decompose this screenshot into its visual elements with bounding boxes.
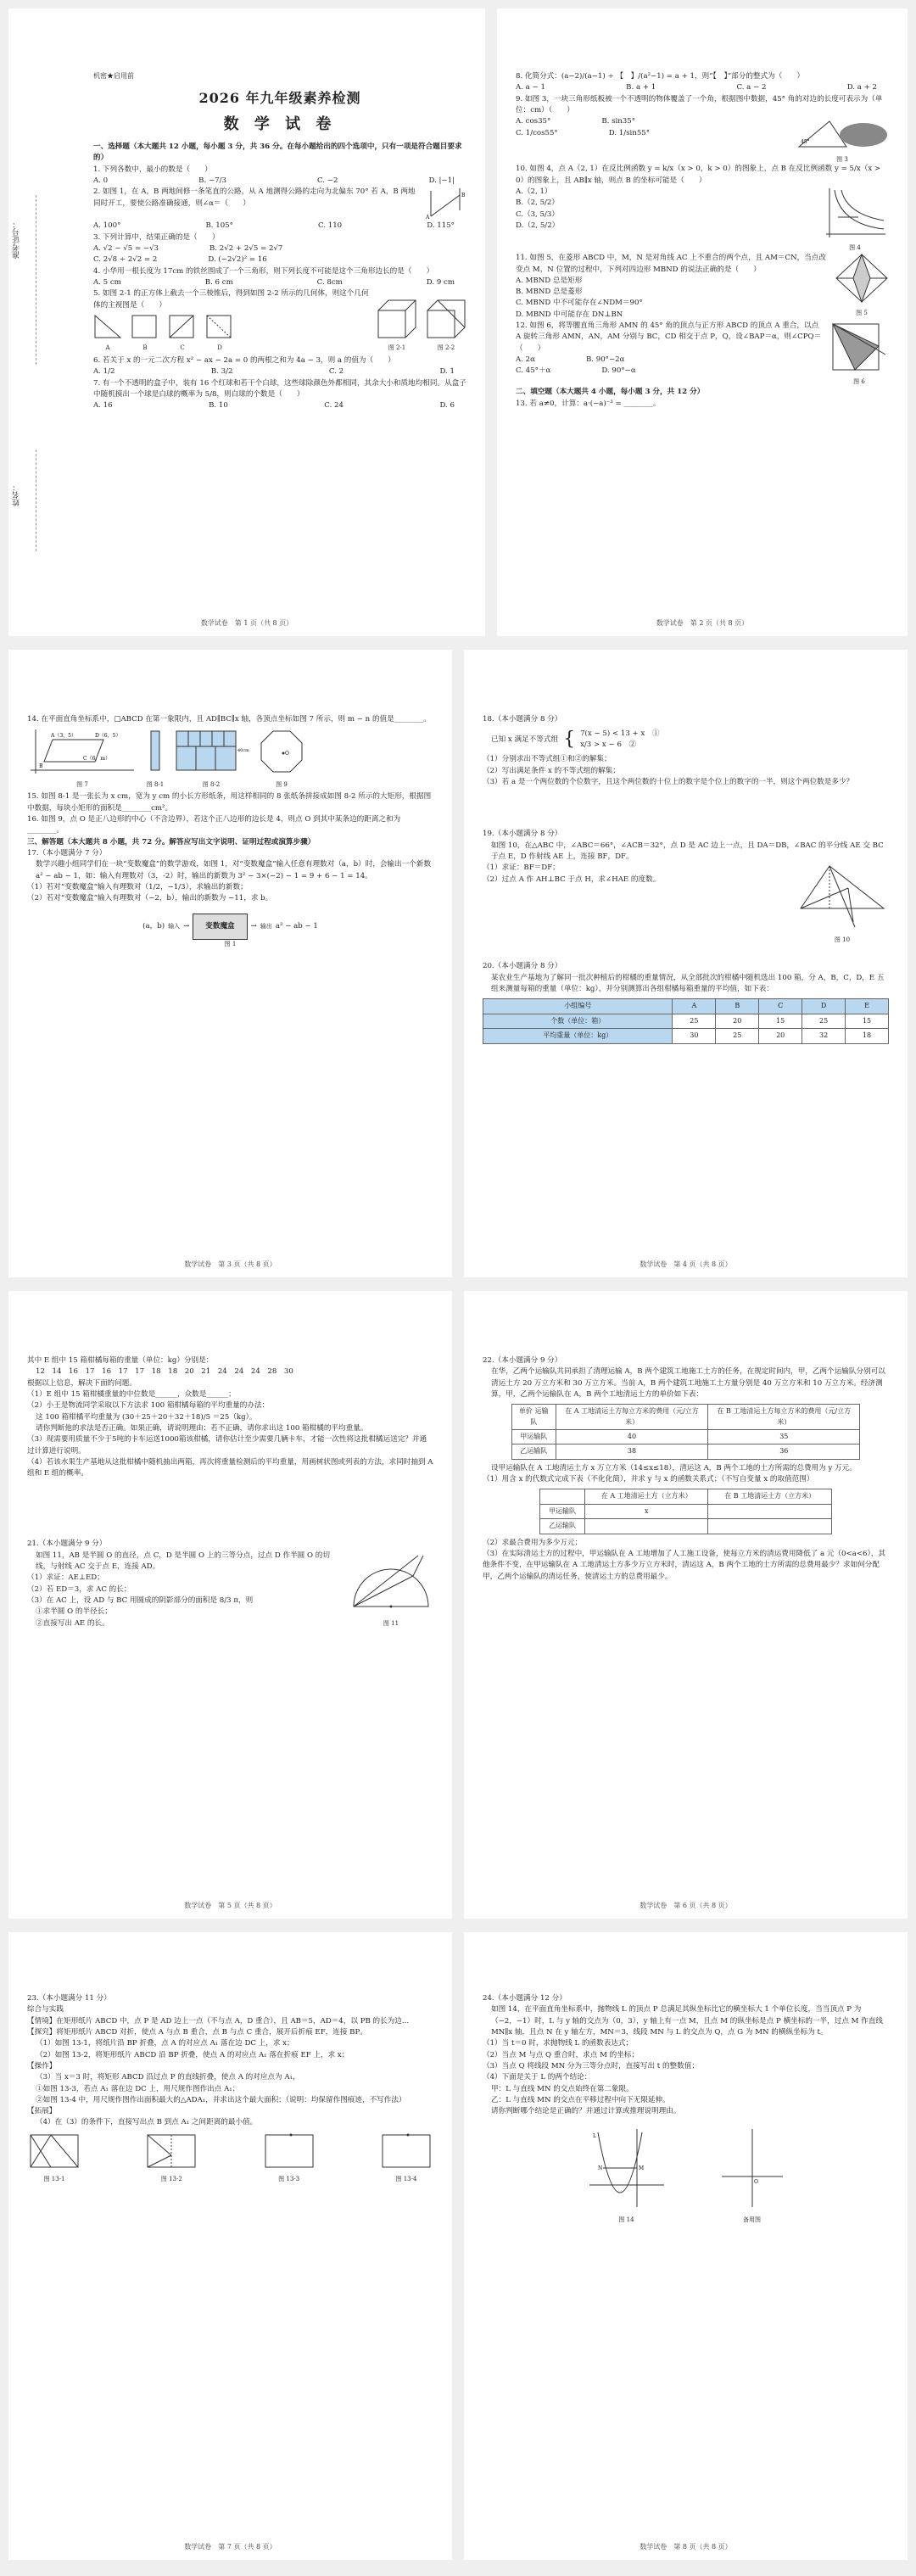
q11-option: C. MBND 中不可能存在∠NDM＝90° (516, 299, 643, 308)
brace-icon: { (563, 729, 576, 751)
table-row (511, 1444, 860, 1459)
e-group-weights: 12 14 16 17 16 17 17 18 18 20 21 24 24 24 28 30 (36, 1367, 293, 1377)
q21-part-3-1: ①求半圆 O 的半径长； (36, 1607, 112, 1617)
page-row-1 (8, 8, 908, 636)
q11-option: B. MBND 总是菱形 (516, 288, 583, 297)
q10-option: B.（2, 5/2） (516, 198, 559, 208)
table-cell: x (585, 1504, 708, 1518)
q1: 1. 下列各数中，最小的数是（ ） (93, 165, 212, 174)
fig13-2-rect (144, 2132, 198, 2171)
fig7-parallelogram (27, 728, 137, 775)
q22-text: 在华，乙两个运输队共同承担了清理运输 A，B 两个建筑工地施工土方的任务，在规定时间内，甲，乙两个运输队分别可以清运土方 20 万立方米和 30 万立方米。当前 A，B 两个建筑工地施工土方量分别是 40 万立方米和 10 万立方米。经济测算，甲，乙两个运输队在 A，B 两个工地清运土方的单价如下表： (491, 1367, 885, 1399)
table-row (511, 1430, 860, 1444)
table-cell: 甲运输队 (540, 1504, 585, 1518)
q5-figures (377, 291, 466, 353)
inequality-1: 7(x − 5) < 13 + x ① (580, 729, 660, 739)
q23-extend: 【拓展】 (27, 2107, 57, 2116)
q14: 14. 在平面直角坐标系中，□ABCD 在第一象限内，且 AD∥BC∥x 轴，各顶点坐标如图 7 所示，则 m − n 的值是________。 (27, 715, 431, 724)
figure-caption: 图 8-1 (146, 780, 165, 788)
fig1-compass-diagram (424, 187, 466, 221)
fig3-covered-triangle (796, 116, 889, 150)
table-cell: 36 (708, 1444, 860, 1459)
q24-text: 如图 14，在平面直角坐标系中，抛物线 L 的顶点 P 总满足其纵坐标比它的横坐标大 1 个单位长度，当当顶点 P 为（−2，−1）时，L 与 y 轴的交点为（0，3），y 轴上有一点 M，且点 M 的纵坐标是点 P 横坐标的一半，过点 M 作直线 MN∥x 轴，且点 N 在 y 轴左方，MN＝3，线段 MN 与 L 的交点为 Q，点 G 为 MN 的横纵坐标为 t。 (491, 2005, 883, 2037)
magic-box: 变数魔盒 (193, 914, 247, 940)
q4-option: B. 6 cm (204, 277, 233, 287)
q20-part-3: （3）现需要用质量不少于5吨的卡车运送1000箱该柑橘，请你估计至少需要几辆卡车，才能一次性将这批柑橘运送完？并通过计算进行说明。 (27, 1435, 427, 1456)
q23-context: 【情境】在矩形纸片 ABCD 中，点 P 是 AD 边上一点（不与点 A，D 重合），且 AB＝5，AD＝4，以 PB 的长为边... (27, 2016, 410, 2026)
table-cell (585, 1519, 708, 1534)
q11-option: A. MBND 总是矩形 (516, 276, 583, 285)
box-output-expression: a² − ab − 1 (275, 921, 318, 930)
q8-option: A. a − 1 (516, 83, 545, 92)
figure-caption: 图 6 (853, 378, 865, 386)
q12-option: A. 2α (516, 355, 535, 364)
q7: 7. 有一个不透明的盒子中，装有 16 个红球和若干个白球，这些球除颜色外都相同，其余大小和质地均相同。从盒子中随机摸出一个球是白球的概率为 5/8，则白球的个数是（ ） (93, 378, 466, 399)
figure-caption: 图 13-1 (43, 2176, 65, 2183)
view-label: C (180, 344, 185, 352)
svg-text:A: A (426, 215, 430, 221)
svg-text:40cm: 40cm (237, 748, 249, 754)
table-row (540, 1504, 832, 1518)
exam-page-6 (464, 1291, 908, 1919)
q3: 3. 下列计算中，结果正确的是（ ） (93, 232, 220, 242)
fig13-4-rect (379, 2132, 433, 2171)
q20: 20.（本小题满分 8 分） (483, 962, 562, 971)
q18: 18.（本小题满分 8 分） (483, 715, 562, 724)
q23-part-3-2: ②如图 13-4 中，用尺规作图作出面积最大的△ADA₁，并求出这个最大面积；（说明：均保留作图痕迹，不写作法） (36, 2095, 406, 2104)
q1-options (93, 176, 466, 187)
q23-part-1: （1）如图 13-1，将纸片沿 BP 折叠，点 A 的对应点 A₁ 落在边 DC 上，求 x； (36, 2039, 294, 2048)
q16: 16. 如图 9，点 O 是正八边形的中心（不含边界），若这个正八边形的边长是 4，则点 O 到其中某条边的距离之和为________。 (27, 815, 401, 835)
q2-options (93, 221, 466, 232)
q20-part-2-text: 请你判断他的求法是否正确。如果正确，请说明理由；若不正确，请你求出这 100 箱柑橘的平均重量。 (36, 1423, 368, 1433)
figure-caption: 图 2-2 (437, 344, 455, 352)
q11-option: D. MBND 中可能存在 DN⊥BN (516, 310, 623, 319)
q4-option: D. 9 cm (426, 277, 455, 287)
q2-option: C. 110 (318, 221, 343, 231)
q2: 2. 如图 1，在 A，B 两地间修一条笔直的公路，从 A 地测得公路的走向为北偏东 70° 若 A，B 两地同时开工，要使公路准确接通，则∠α＝（ ） (93, 187, 416, 208)
q17: 17.（本小题满分 7 分） (27, 849, 107, 858)
view-label: B (142, 344, 148, 352)
q22-part-2: （2）求最合费用为多少万元； (483, 1538, 583, 1547)
name-label: 姓名： (13, 483, 21, 506)
q7-option: C. 24 (324, 401, 344, 411)
table-header: 小组编号 (483, 999, 673, 1014)
q3-options-2 (93, 254, 466, 265)
q7-option: D. 6 (439, 401, 455, 411)
q23-heading: 综合与实践 (27, 2005, 64, 2014)
q21-part-2: （2）若 ED＝3，求 AC 的长； (27, 1584, 131, 1594)
table-cell: 18 (846, 1029, 889, 1043)
table-header: 在 A 工地清运土方每立方米的费用（元/立方米） (556, 1405, 707, 1430)
q10-option: A.（2, 1） (516, 187, 552, 197)
q23-operate: 【操作】 (27, 2061, 57, 2070)
q6-options (93, 366, 466, 377)
q7-options (93, 400, 466, 411)
svg-text:B: B (39, 763, 43, 770)
box-output-label: 输出 (260, 922, 272, 930)
table-header-row (540, 1489, 832, 1504)
q17-part-1: （1）若对“变数魔盒”输入有理数对（1/2，−1/3），求输出的新数； (27, 882, 248, 891)
view-label: A (105, 344, 110, 352)
q21-part-3-2: ②直接写出 AE 的长。 (36, 1618, 109, 1628)
svg-text:C（6，m）: C（6，m） (83, 756, 111, 763)
q10-option: D.（2, 5/2） (516, 221, 560, 230)
q1-option: A. 0 (93, 176, 109, 186)
q8: 8. 化简分式：(a−2)/(a−1) ÷ 【 】/(a²−1) = a + 1，则“【 】”部分的整式为（ ） (516, 72, 805, 81)
arrow-right-icon: → (250, 921, 257, 930)
q9-options-1 (516, 116, 796, 127)
figure-caption: 图 2-1 (388, 344, 406, 352)
view-d-square-dashed (205, 314, 234, 339)
q4-options (93, 277, 466, 288)
svg-text:L: L (592, 2133, 596, 2140)
q19: 19.（本小题满分 8 分） (483, 830, 562, 839)
figure-caption: 图 9 (276, 780, 288, 788)
q2-option: A. 100° (93, 221, 121, 231)
q21: 21.（本小题满分 9 分） (27, 1539, 107, 1549)
fig13-series (27, 2132, 433, 2184)
fig14-parabola-graph (586, 2126, 667, 2210)
q17-part-2: （2）若对“变数魔盒”输入有理数对（−2，b），输出的新数为 −11，求 b。 (27, 894, 273, 903)
q15: 15. 如图 8-1 是一张长为 x cm，宽为 y cm 的小长方形纸条，用这样相同的 8 张纸条拼接成如图 8-2 所示的大矩形，根据图中数据，每块小矩形的面积是________cm²。 (27, 792, 432, 813)
q23: 23.（本小题满分 11 分） (27, 1994, 111, 2003)
table-header: D (802, 999, 846, 1014)
system-label: 已知 x 满足不等式组 (491, 735, 559, 744)
page-footer: 数学试卷 第 8 页（共 8 页） (640, 2542, 732, 2551)
q5-view-options (93, 314, 370, 353)
q24-part-3: （3）当点 Q 将线段 MN 分为三等分点时，直接写出 t 的整数值； (483, 2061, 699, 2070)
table-cell: 个数（单位：箱） (483, 1014, 673, 1028)
q6-option: B. 3/2 (210, 367, 233, 377)
q19-text: 如图 10，在△ABC 中，∠ABC＝66°，∠ACB＝32°，点 D 是 AC 边上一点，且 DA＝DB，∠BAC 的平分线 AE 交 BC 于点 E，D 作射线 AE 上，连接 BF，DF。 (491, 841, 884, 861)
q6-option: C. 2 (328, 367, 344, 377)
q9-option: A. cos35° (516, 117, 551, 126)
q23-part-3-1: ①如图 13-3，若点 A₁ 落在边 DC 上，用尺规作图作出点 A₁； (36, 2084, 240, 2093)
exam-title: 2026 年九年级素养检测 (198, 90, 361, 107)
fig6-square-triangle (829, 321, 889, 373)
svg-text:M: M (638, 2165, 644, 2172)
table-cell: 38 (556, 1444, 707, 1459)
figure-caption: 图 11 (383, 1620, 399, 1628)
table-cell: 甲运输队 (511, 1430, 556, 1444)
q19-part-1: （1）求证：BF＝DF； (483, 863, 560, 873)
exam-page-8 (464, 1932, 908, 2560)
q18-part-2: （2）写出满足条件 x 的不等式组的解集； (483, 766, 620, 775)
q11: 11. 如图 5，在菱形 ABCD 中，M，N 是对角线 AC 上不重合的两个点，且 AM＝CN，当点改变点 M，N 位置的过程中，下列对四边形 MBND 的说法正确的是（ ） (516, 254, 826, 274)
q12-options-1 (516, 355, 824, 366)
q22-setup: 设甲运输队在 A 工地清运土方 x 万立方米（14≤x≤18），清运这 A，B 两个工地的土方所需的总费用为 y 万元。 (491, 1463, 857, 1472)
figure-caption: 图 4 (849, 244, 861, 252)
q3-option: C. 2√8 ÷ 2√2 = 2 (93, 255, 158, 265)
table-cell: 20 (716, 1014, 759, 1028)
e-group-intro: 其中 E 组中 15 箱柑橘每箱的重量（单位：kg）分别是： (27, 1356, 214, 1365)
section-1-heading: 一、选择题（本大题共 12 小题，每小题 3 分，共 36 分。在每小题给出的四个选项中，只有一项是符合题目要求的） (93, 142, 462, 163)
figure-caption: 图 10 (834, 936, 851, 943)
table-header: 在 A 工地清运土方（立方米） (585, 1489, 708, 1504)
confidential-label: 机密★启用前 (93, 72, 134, 80)
exam-page-2 (497, 8, 908, 636)
q7-option: B. 10 (209, 401, 228, 411)
q12-option: B. 90°−2α (585, 355, 625, 364)
q2-option: D. 115° (427, 221, 455, 231)
q9-options-2 (516, 128, 796, 139)
table-header: 单价 运输队 (511, 1405, 556, 1430)
unit-price-table (511, 1404, 861, 1460)
q24-part-4: （4）下面是关于 L 的两个结论： (483, 2073, 592, 2082)
page-footer: 数学试卷 第 7 页（共 8 页） (184, 2542, 276, 2551)
admission-number-label: 准考证号： (13, 221, 21, 259)
cube-figure (377, 299, 417, 339)
q24-prompt: 请你判断哪个结论是正确的？并通过计算或推理说明理由。 (491, 2107, 681, 2116)
q6: 6. 若关于 x 的一元二次方程 x² − ax − 2a = 0 的两根之和为 4a − 3，则 a 的值为（ ） (93, 355, 395, 365)
table-cell: 乙运输队 (540, 1519, 585, 1534)
table-cell: 35 (708, 1430, 860, 1444)
table-cell: 25 (716, 1029, 759, 1043)
table-cell: 乙运输队 (511, 1444, 556, 1459)
q22: 22.（本小题满分 9 分） (483, 1356, 562, 1365)
figure-caption: 备用图 (743, 2216, 761, 2223)
q23-part-4: （4）在（3）的条件下，直接写出点 B 到点 A₁ 之间距离的最小值。 (36, 2118, 258, 2127)
q8-option: D. a + 2 (846, 83, 877, 92)
view-c-square-diagonal (168, 314, 197, 339)
table-header: A (673, 999, 716, 1014)
table-header: C (759, 999, 802, 1014)
view-label: D (217, 344, 222, 352)
q9: 9. 如图 3，一块三角形纸板被一个不透明的物体覆盖了一个角，根据图中数据，45° 角的对边的长度可表示为（单位：cm）（ ） (516, 94, 883, 115)
q8-options (516, 82, 889, 93)
weight-table (483, 998, 889, 1043)
table-header (540, 1489, 585, 1504)
box-input-label: 输入 (168, 922, 181, 930)
figure-caption: 图 13-3 (278, 2176, 300, 2183)
figure-caption: 图 13-4 (395, 2176, 417, 2183)
fig10-triangle-diagram (796, 863, 889, 930)
table-cell: 40 (556, 1430, 707, 1444)
q10: 10. 如图 4，点 A（2, 1）在反比例函数 y = k/x（x > 0，k > 0）的图象上，点 B 在反比例函数 y = 5/x（x > 0）的图象上，且 AB∥x 轴，则点 B 的坐标可能是（ ） (516, 165, 881, 185)
table-row (483, 1014, 889, 1028)
q17-text: 数学兴趣小组同学们在一块“变数魔盒”的数学游戏，如图 1，对“变数魔盒”输入任意有理数对（a，b）时，会输出一个新数 a² − ab − 1，如：输入有理数对（3，-2）时，输出的新数为 3² − 3×(−2) − 1 = 9 + 6 − 1 = 14。 (36, 860, 432, 880)
figure-caption: 图 7 (76, 780, 88, 788)
q24-part-1: （1）当 t＝0 时，求抛物线 L 的函数表达式； (483, 2039, 634, 2048)
inequality-2: x/3 > x − 6 ② (580, 740, 637, 750)
table-cell (708, 1504, 832, 1518)
q22-part-3: （3）在实际清运土方的过程中，甲运输队在 A 工地增加了人工施工设备，使每立方米的清运费用降低了 a 元（0<a<6），其他条件不变，在甲运输队在 A 工地清运土方多少万立方米时，清运这 A，B 两个工地的土方所需的总费用最少？求如何分配甲，乙两个运输队的清运任务，使清运土方的总费用最少。 (483, 1549, 885, 1581)
table-header: 在 B 工地清运土方（立方米） (708, 1489, 832, 1504)
table-cell: 20 (759, 1029, 802, 1043)
q18-part-1: （1）分别求出不等式组①和②的解集； (483, 755, 612, 764)
figure-caption: 图 5 (856, 309, 868, 316)
table-cell: 30 (673, 1029, 716, 1043)
magic-box-diagram (27, 914, 433, 940)
fig13-1-rect (27, 2132, 81, 2171)
q20-text: 某农业生产基地为了解同一批次种植后的柑橘的重量情况，从全部批次的柑橘中随机选出 100 箱，分 A，B，C，D，E 五组来测量每箱的重量（单位：kg），并分别测算出各组柑橘每箱重量的平均值，如下表： (491, 973, 885, 994)
inequality-system (483, 725, 889, 754)
svg-text:D（6，5）: D（6，5） (95, 733, 121, 740)
exam-subtitle: 数 学 试 卷 (223, 115, 337, 134)
q24-claim-b: 乙：L 与直线 MN 的交点在平移过程中向下无限延伸。 (491, 2095, 670, 2104)
table-cell (708, 1519, 832, 1534)
page-row-3 (8, 1291, 908, 1919)
fig8-1-strip (146, 728, 165, 775)
box-input-pair: (a，b) (142, 921, 165, 930)
fig4-hyperbola-graph (821, 187, 889, 239)
q3-option: A. √2 − √5 = −√3 (93, 243, 159, 253)
q9-option: D. 1/sin55° (608, 128, 651, 137)
q6-option: A. 1/2 (93, 367, 115, 377)
fig9-octagon (258, 728, 305, 775)
page-footer: 数学试卷 第 2 页（共 8 页） (656, 618, 749, 627)
q20-part-1: （1）E 组中 15 箱柑橘重量的中位数是______，众数是______； (27, 1389, 236, 1399)
page-footer: 数学试卷 第 5 页（共 8 页） (184, 1901, 276, 1909)
q12: 12. 如图 6，将等腰直角三角形 AMN 的 45° 角的顶点与正方形 ABCD 的顶点 A 重合，以点 A 旋转三角形 AMN，AN，AM 分别与 BC，CD 相交于点 P，Q，设∠BAP＝α，则∠CPQ＝（ ） (516, 321, 822, 353)
table-header-row (511, 1405, 860, 1430)
q14-q16-figures (27, 728, 433, 789)
fig14-series (483, 2126, 889, 2224)
q12-options-2 (516, 366, 824, 377)
q1-option: D. |−1| (428, 176, 455, 186)
exam-page-3 (8, 650, 452, 1277)
q22-part-1: （1）用含 x 的代数式完成下表（不化化简），并求 y 与 x 的函数关系式；（不写自变量 x 的取值范围） (483, 1475, 814, 1484)
solve-prompt: 根据以上信息，解决下面的问题。 (27, 1378, 137, 1388)
exam-page-5 (8, 1291, 452, 1919)
q3-option: D. (−2√2)² = 16 (208, 255, 267, 265)
q3-options-1 (93, 243, 466, 254)
q1-option: C. −2 (317, 176, 338, 186)
table-header: E (846, 999, 889, 1014)
q8-option: B. a + 1 (626, 83, 656, 92)
fig8-2-rectangle (173, 728, 249, 775)
q10-option: C.（3, 5/3） (516, 210, 559, 219)
q24-part-2: （2）当点 M 与点 Q 重合时，求点 M 的坐标； (483, 2050, 640, 2059)
q5: 5. 如图 2-1 的正方体上截去一个三棱锥后，得到如图 2-2 所示的几何体，则这个几何体的主视图是（ ） (93, 289, 369, 310)
svg-text:B: B (461, 193, 466, 199)
page-footer: 数学试卷 第 3 页（共 8 页） (184, 1260, 276, 1268)
q9-option: C. 1/cos55° (516, 128, 558, 137)
q18-part-3: （3）若 a 是一个两位数的个位数字，且这个两位数的十位上的数字是个位上的数字的一半，则这个两位数是多少？ (483, 778, 854, 787)
figure-caption: 图 3 (836, 155, 848, 163)
figure-caption: 图 8-2 (202, 780, 221, 788)
figure-caption: 图 14 (618, 2216, 634, 2223)
svg-text:N: N (597, 2165, 602, 2172)
figure-caption: 图 1 (224, 940, 237, 947)
q20-part-2-formula: 这 100 箱柑橘平均重量为 (30＋25＋20＋32＋18)/5 ＝25（kg）。 (36, 1412, 257, 1422)
svg-text:45°: 45° (801, 139, 810, 146)
volume-table (539, 1489, 832, 1534)
q23-explore: 【探究】将矩形纸片 ABCD 对折，使点 A 与点 B 重合，点 B 与点 C 重合，展开后折痕 EF，连接 BP。 (27, 2027, 367, 2037)
section-3-heading: 三、解答题（本大题共 8 小题，共 72 分。解答应写出文字说明、证明过程或演算步骤） (27, 837, 316, 847)
exam-page-1 (8, 8, 485, 636)
table-cell: 15 (759, 1014, 802, 1028)
page-row-2 (8, 650, 908, 1277)
svg-text:O: O (753, 2179, 758, 2186)
table-cell: 平均重量（单位：kg） (483, 1029, 673, 1043)
table-row (540, 1519, 832, 1534)
table-cell: 32 (802, 1029, 846, 1043)
q8-option: C. a − 2 (736, 83, 767, 92)
q23-part-2: （2）如图 13-2，将矩形纸片 ABCD 沿 BP 折叠，使点 A 的对应点 A₁ 落在折痕 EF 上，求 x； (36, 2050, 349, 2059)
fig11-semicircle (349, 1551, 433, 1615)
table-cell: 15 (846, 1014, 889, 1028)
backup-axes-graph (718, 2126, 786, 2210)
page-footer: 数学试卷 第 4 页（共 8 页） (640, 1260, 732, 1268)
table-row (483, 1029, 889, 1043)
q3-option: B. 2√2 + 2√5 = 2√7 (209, 243, 283, 253)
table-header: B (716, 999, 759, 1014)
q21-part-1: （1）求证：AE⊥ED； (27, 1573, 104, 1583)
q24: 24.（本小题满分 12 分） (483, 1994, 567, 2003)
figure-caption: 图 13-2 (160, 2176, 182, 2183)
q13: 13. 若 a≠0，计算：a·(−a)⁻³ = ________。 (516, 399, 661, 408)
table-header-row (483, 999, 889, 1014)
exam-page-7 (8, 1932, 452, 2560)
q23-part-3: （3）当 x＝3 时，将矩形 ABCD 沿过点 P 的直线折叠，使点 A 的对应点为 A₁， (36, 2073, 300, 2082)
table-cell: 25 (802, 1014, 846, 1028)
page-row-4 (8, 1932, 908, 2560)
q21-part-3: （3）在 AC 上，设 AD 与 BC 用圆成的阴影部分的面积是 8/3 π，则 (27, 1596, 254, 1605)
q4-option: C. 8cm (316, 277, 343, 287)
q20-part-2: （2）小王是物流同学采取以下方法求 100 箱柑橘每箱的平均重量的办法： (27, 1401, 270, 1411)
q4: 4. 小华用一根长度为 17cm 的铁丝围成了一个三角形，则下列长度不可能是这个三角形边长的是（ ） (93, 266, 434, 276)
fig5-rhombus (835, 253, 889, 304)
q4-option: A. 5 cm (93, 277, 121, 287)
view-b-square (131, 314, 159, 339)
q12-option: C. 45°＋α (516, 366, 551, 376)
q20-part-4: （4）若该水果生产基地从这批柑橘中随机抽出两箱，再次将重量检测后的平均重量，用画树状图或列表的方法，求同时抽到 A 组和 E 组的概率。 (27, 1457, 433, 1478)
table-header: 在 B 工地清运土方每立方米的费用（元/立方米） (708, 1405, 860, 1430)
truncated-cube-figure (426, 299, 466, 339)
arrow-right-icon: → (183, 921, 190, 930)
q1-option: B. −7/3 (198, 176, 226, 186)
section-2-heading: 二、填空题（本大题共 4 小题，每小题 3 分，共 12 分） (516, 388, 705, 397)
q19-part-2: （2）过点 A 作 AH⊥BC 于点 H，求∠HAE 的度数。 (483, 874, 661, 884)
page-footer: 数学试卷 第 6 页（共 8 页） (640, 1901, 732, 1909)
view-a-triangle (93, 314, 122, 339)
q12-option: D. 90°−α (601, 366, 636, 376)
q2-option: B. 105° (205, 221, 233, 231)
table-cell: 25 (673, 1014, 716, 1028)
svg-text:O: O (285, 751, 289, 757)
page-footer: 数学试卷 第 1 页（共 8 页） (200, 618, 293, 627)
q9-option: B. sin35° (601, 117, 636, 126)
q24-claim-a: 甲：L 与直线 MN 的交点始终在第二象限。 (491, 2084, 634, 2093)
q7-option: A. 16 (93, 401, 113, 411)
svg-text:A（3，5）: A（3，5） (51, 733, 76, 740)
q21-text: 如图 11，AB 是半圆 O 的直径，点 C，D 是半圆 O 上的三等分点，过点 D 作半圆 O 的切线，与射线 AC 交于点 E，连接 AD。 (36, 1551, 330, 1572)
exam-page-4 (464, 650, 908, 1277)
fig13-3-rect (262, 2132, 316, 2171)
q6-option: D. 1 (439, 367, 455, 377)
